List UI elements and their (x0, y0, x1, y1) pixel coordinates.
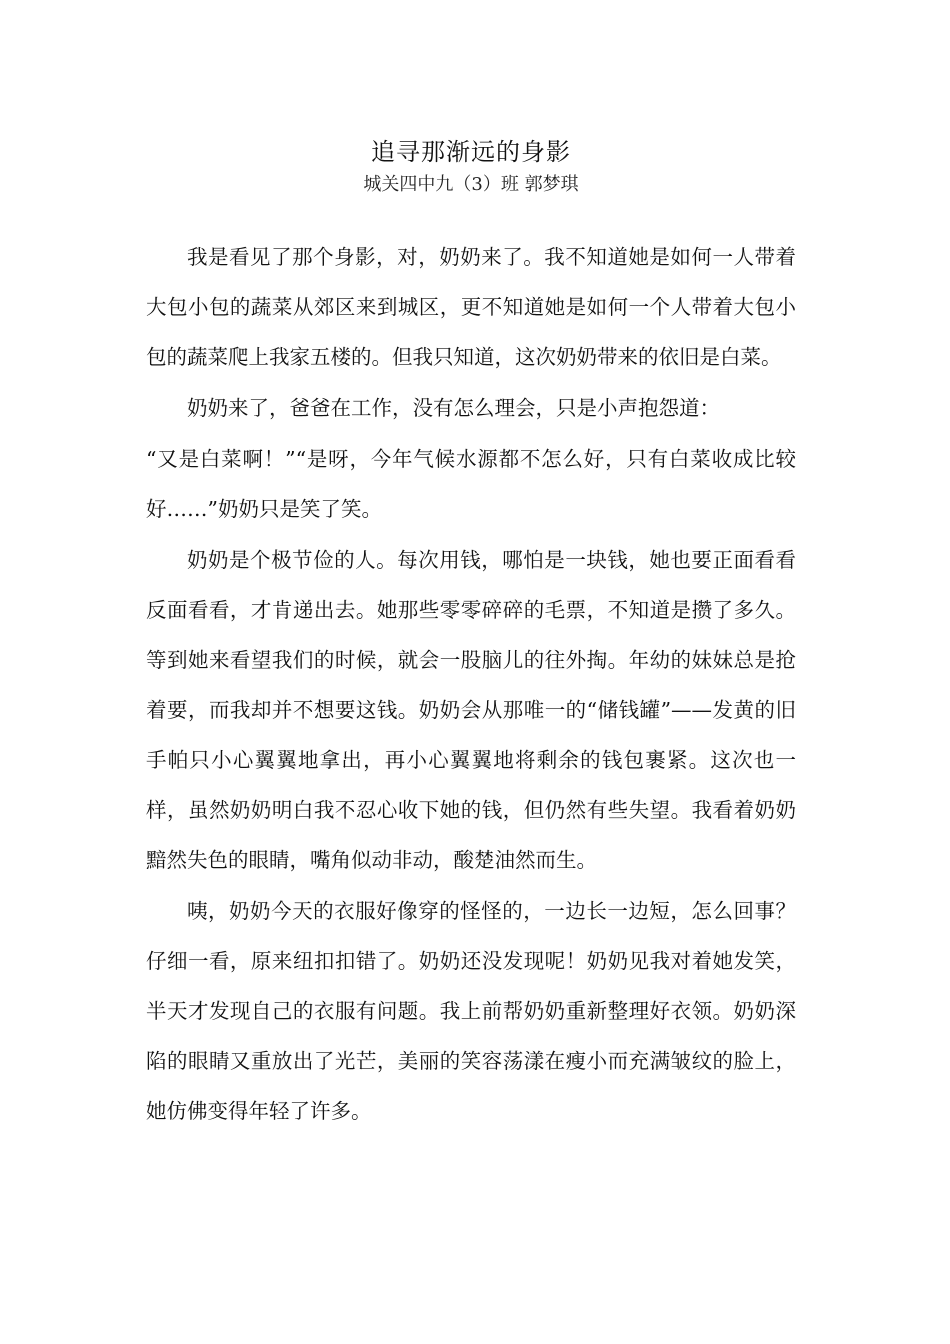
paragraph-1: 我是看见了那个身影，对，奶奶来了。我不知道她是如何一人带着大包小包的蔬菜从郊区来到城区，更不知道她是如何一个人带着大包小包的蔬菜爬上我家五楼的。但我只知道，这次奶奶带来的依旧是白菜。 (146, 245, 796, 369)
author-byline: 城关四中九（3）班 郭梦琪 (363, 174, 579, 195)
paragraph-5: 咦，奶奶今天的衣服好像穿的怪怪的，一边长一边短，怎么回事？仔细一看，原来纽扣扣错了。奶奶还没发现呢！奶奶见我对着她发笑，半天才发现自己的衣服有问题。我上前帮奶奶重新整理好衣领。奶奶深陷的眼睛又重放出了光芒，美丽的笑容荡漾在瘦小而充满皱纹的脸上，她仿佛变得年轻了许多。 (146, 899, 796, 1123)
paragraph-3: “又是白菜啊！”“是呀，今年气候水源都不怎么好，只有白菜收成比较好……”奶奶只是笑了笑。 (146, 447, 796, 521)
essay-body (146, 232, 796, 1136)
essay-title: 追寻那渐远的身影 (371, 138, 571, 166)
paragraph-2: 奶奶来了，爸爸在工作，没有怎么理会，只是小声抱怨道： (187, 396, 720, 420)
paragraph-4: 奶奶是个极节俭的人。每次用钱，哪怕是一块钱，她也要正面看看反面看看，才肯递出去。她那些零零碎碎的毛票，不知道是攒了多久。等到她来看望我们的时候，就会一股脑儿的往外掏。年幼的妹妹总是抢着要，而我却并不想要这钱。奶奶会从那唯一的“储钱罐”——发黄的旧手帕只小心翼翼地拿出，再小心翼翼地将剩余的钱包裹紧。这次也一样，虽然奶奶明白我不忍心收下她的钱，但仍然有些失望。我看着奶奶黯然失色的眼睛，嘴角似动非动，酸楚油然而生。 (146, 548, 796, 872)
document-content (146, 134, 796, 1137)
